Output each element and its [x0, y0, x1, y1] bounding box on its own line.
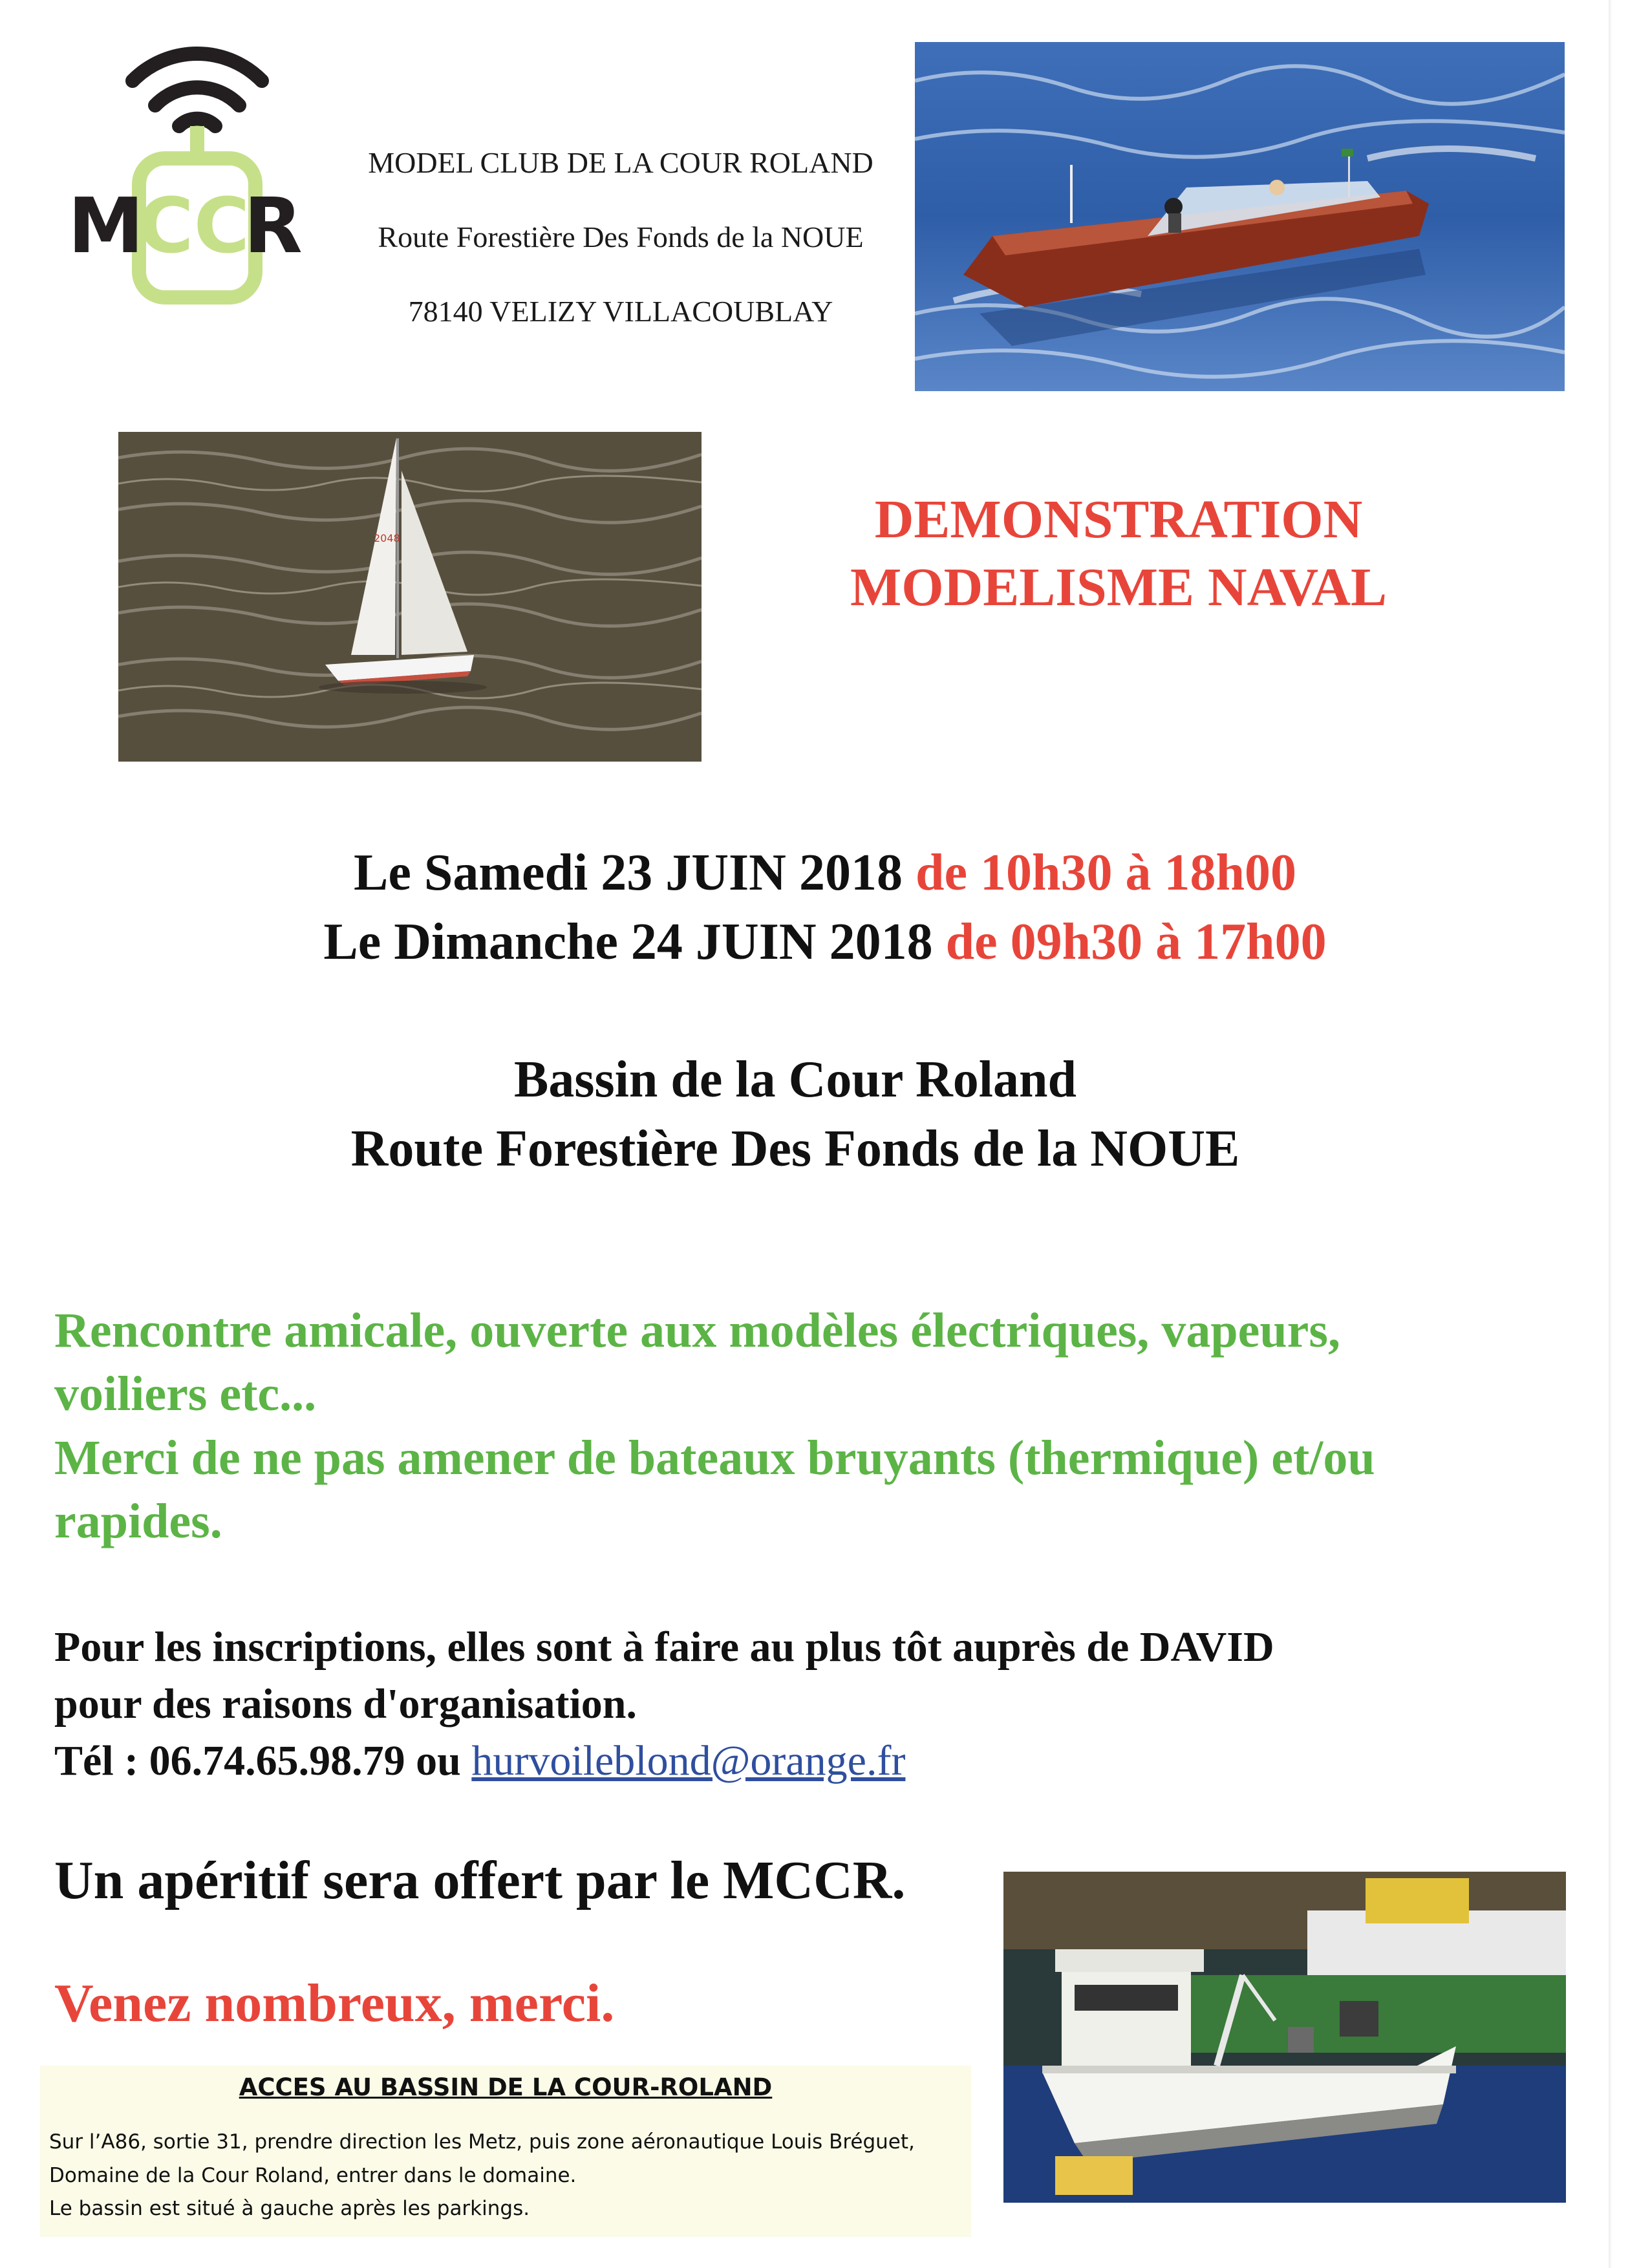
info-line-2: voiliers etc... — [54, 1367, 317, 1421]
workboat-photo — [1003, 1872, 1566, 2203]
date-sunday-day: Le Dimanche 24 JUIN 2018 — [323, 914, 933, 970]
svg-text:M: M — [68, 181, 144, 270]
club-road: Route Forestière Des Fonds de la NOUE — [378, 220, 864, 253]
venue-name: Bassin de la Cour Roland — [514, 1051, 1077, 1108]
registration-contact — [54, 1737, 905, 1786]
date-saturday — [0, 844, 1650, 903]
sailboat-photo — [118, 432, 702, 762]
access-heading: ACCES AU BASSIN DE LA COUR-ROLAND — [239, 2073, 773, 2101]
date-sunday-hours: de 09h30 à 17h00 — [945, 914, 1327, 970]
registration-line-1: Pour les inscriptions, elles sont à faire au plus tôt auprès de DAVID — [54, 1623, 1274, 1671]
info-line-4: rapides. — [54, 1494, 222, 1548]
aperitif-note: Un apéritif sera offert par le MCCR. — [54, 1850, 906, 1910]
event-title-line-1: DEMONSTRATION — [874, 489, 1363, 550]
mccr-logo — [61, 29, 320, 314]
club-city: 78140 VELIZY VILLACOUBLAY — [408, 295, 833, 328]
date-sunday — [0, 913, 1650, 972]
date-saturday-day: Le Samedi 23 JUIN 2018 — [354, 844, 903, 901]
info-line-3: Merci de ne pas amener de bateaux bruyants (thermique) et/ou — [54, 1431, 1375, 1485]
info-line-1: Rencontre amicale, ouverte aux modèles électriques, vapeurs, — [54, 1303, 1340, 1358]
venue-road: Route Forestière Des Fonds de la NOUE — [350, 1120, 1240, 1177]
date-saturday-hours: de 10h30 à 18h00 — [915, 844, 1296, 901]
registration-line-2: pour des raisons d'organisation. — [54, 1680, 637, 1728]
speedboat-photo — [915, 42, 1565, 391]
access-line-2: Domaine de la Cour Roland, entrer dans le domaine. — [49, 2164, 577, 2187]
closing-message: Venez nombreux, merci. — [54, 1973, 615, 2033]
club-name: MODEL CLUB DE LA COUR ROLAND — [368, 146, 873, 179]
registration-phone: Tél : 06.74.65.98.79 ou — [54, 1737, 472, 1784]
scan-edge — [1609, 0, 1612, 2268]
access-info-box — [40, 2066, 971, 2237]
svg-text:2048: 2048 — [374, 532, 400, 544]
svg-text:R: R — [244, 181, 303, 270]
wifi-signal-icon — [61, 29, 320, 314]
access-line-3: Le bassin est situé à gauche après les parkings. — [49, 2197, 530, 2220]
registration-email-link[interactable]: hurvoileblond@orange.fr — [471, 1737, 906, 1784]
access-line-1: Sur l’A86, sortie 31, prendre direction les Metz, puis zone aéronautique Louis Bréguet, — [49, 2130, 915, 2154]
event-title-line-2: MODELISME NAVAL — [850, 557, 1388, 617]
svg-text:CC: CC — [138, 181, 250, 270]
